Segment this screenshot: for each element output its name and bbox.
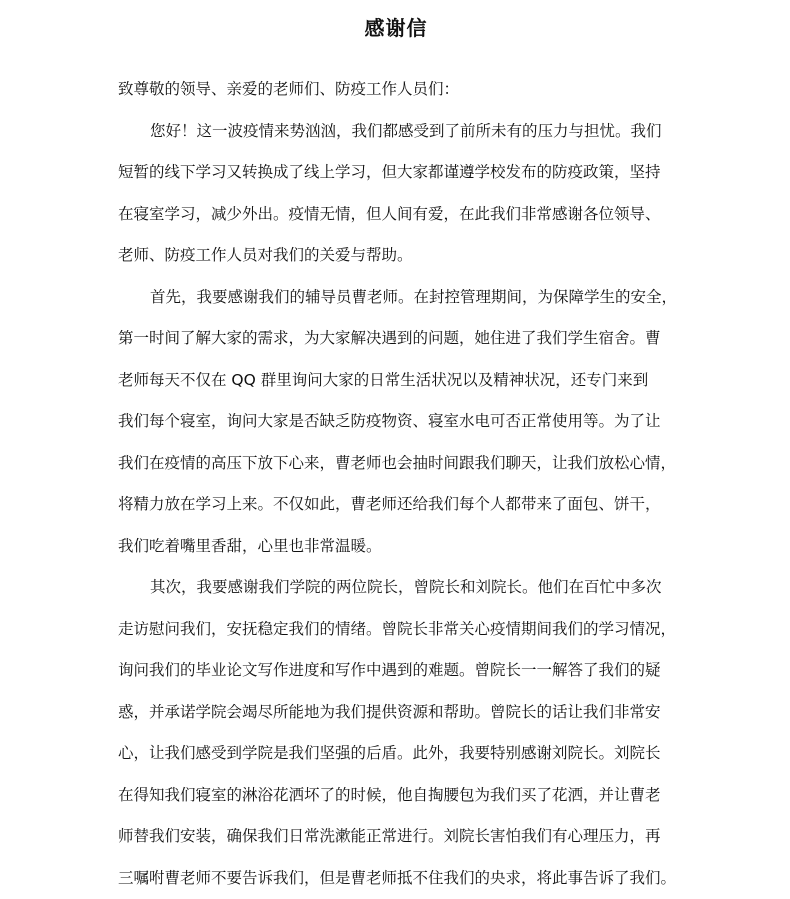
paragraph-line: 短暂的线下学习又转换成了线上学习，但大家都谨遵学校发布的防疫政策，坚持: [118, 152, 674, 194]
paragraph-line: 其次，我要感谢我们学院的两位院长，曾院长和刘院长。他们在百忙中多次: [118, 567, 674, 609]
paragraph-line: 首先，我要感谢我们的辅导员曹老师。在封控管理期间，为保障学生的安全，: [118, 277, 674, 319]
paragraph-line: 您好！这一波疫情来势汹汹，我们都感受到了前所未有的压力与担忧。我们: [118, 111, 674, 153]
paragraph-line: 心，让我们感受到学院是我们坚强的后盾。此外，我要特别感谢刘院长。刘院长: [118, 733, 674, 775]
salutation: 致尊敬的领导、亲爱的老师们、防疫工作人员们：: [118, 69, 674, 111]
letter-body: [118, 69, 674, 899]
paragraph-line: 将精力放在学习上来。不仅如此，曹老师还给我们每个人都带来了面包、饼干，: [118, 484, 674, 526]
paragraph-line: 师替我们安装，确保我们日常洗漱能正常进行。刘院长害怕我们有心理压力，再: [118, 816, 674, 858]
paragraph-line: 我们在疫情的高压下放下心来，曹老师也会抽时间跟我们聊天，让我们放松心情，: [118, 443, 674, 485]
paragraph-line: 惑，并承诺学院会竭尽所能地为我们提供资源和帮助。曾院长的话让我们非常安: [118, 692, 674, 734]
paragraph-line: 询问我们的毕业论文写作进度和写作中遇到的难题。曾院长一一解答了我们的疑: [118, 650, 674, 692]
paragraph-line: 老师每天不仅在 QQ 群里询问大家的日常生活状况以及精神状况，还专门来到: [118, 360, 674, 402]
paragraph-line: 在得知我们寝室的淋浴花洒坏了的时候，他自掏腰包为我们买了花洒，并让曹老: [118, 775, 674, 817]
paragraph-line: 走访慰问我们，安抚稳定我们的情绪。曾院长非常关心疫情期间我们的学习情况，: [118, 609, 674, 651]
paragraph-line: 老师、防疫工作人员对我们的关爱与帮助。: [118, 235, 674, 277]
paragraph-line: 我们每个寝室，询问大家是否缺乏防疫物资、寝室水电可否正常使用等。为了让: [118, 401, 674, 443]
page-title: 感谢信: [118, 14, 674, 42]
paragraph-line: 三嘱咐曹老师不要告诉我们，但是曹老师抵不住我们的央求，将此事告诉了我们。: [118, 858, 674, 899]
paragraph-line: 我们吃着嘴里香甜，心里也非常温暖。: [118, 526, 674, 568]
paragraph-line: 在寝室学习，减少外出。疫情无情，但人间有爱，在此我们非常感谢各位领导、: [118, 194, 674, 236]
paragraph-line: 第一时间了解大家的需求，为大家解决遇到的问题，她住进了我们学生宿舍。曹: [118, 318, 674, 360]
